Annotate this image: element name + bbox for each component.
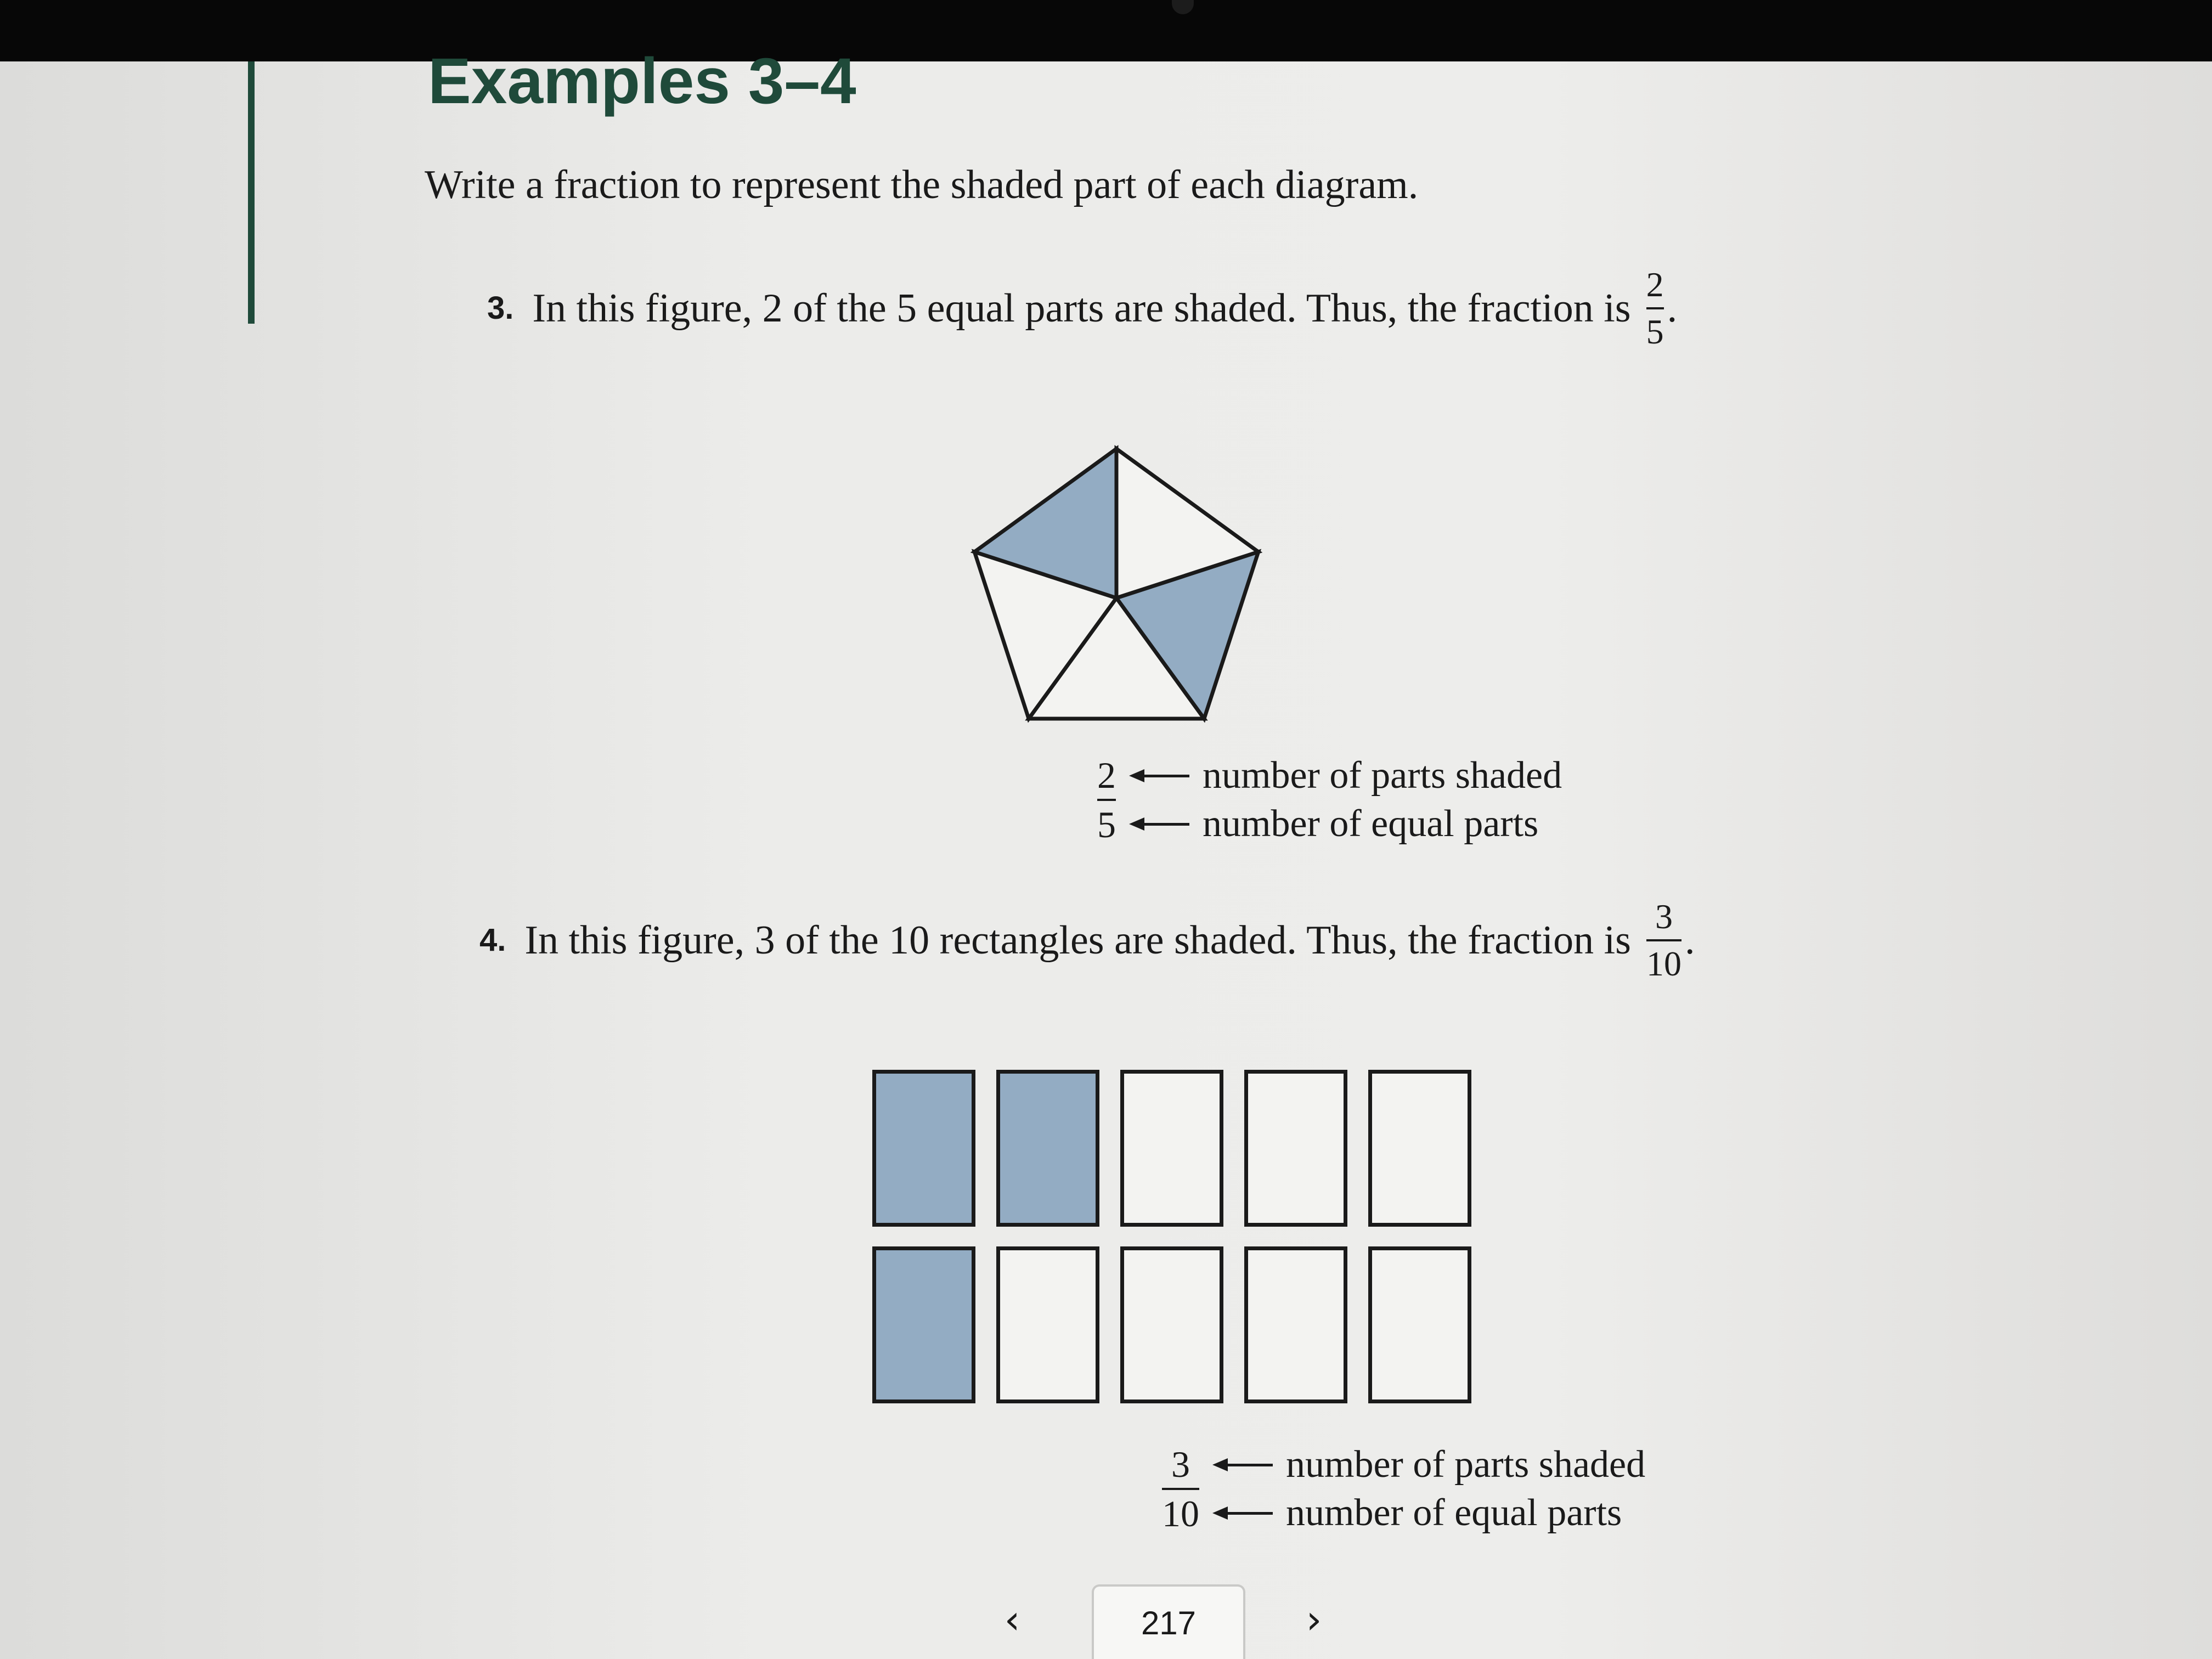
example-3-number: 3. — [487, 290, 514, 326]
example-3-annotation — [1097, 752, 1562, 848]
fraction-numerator: 3 — [1655, 897, 1673, 936]
fraction-bar — [1646, 307, 1664, 309]
annotation-numerator: 2 — [1097, 754, 1116, 796]
denominator-label: number of equal parts — [1203, 803, 1539, 845]
example-3-fraction — [1646, 266, 1664, 351]
example-4-statement — [479, 898, 1695, 983]
section-heading: Examples 3–4 — [428, 45, 856, 117]
grid-rectangle-shaded — [872, 1246, 975, 1403]
numerator-label: number of parts shaded — [1203, 754, 1562, 797]
arrow-left-icon — [1212, 1458, 1273, 1471]
grid-rectangle — [996, 1246, 1099, 1403]
example-3-statement — [487, 266, 1677, 351]
page-navigation — [993, 1580, 1333, 1659]
page-number-box[interactable]: 217 — [1092, 1584, 1245, 1659]
annotation-fraction — [1162, 1443, 1199, 1535]
grid-rectangle — [1120, 1070, 1223, 1227]
fraction-bar — [1162, 1488, 1199, 1490]
rectangle-grid-diagram — [872, 1070, 1481, 1415]
fraction-bar — [1646, 939, 1681, 941]
numerator-label: number of parts shaded — [1286, 1443, 1646, 1486]
grid-rectangle-shaded — [996, 1070, 1099, 1227]
instruction-text: Write a fraction to represent the shaded part of each diagram. — [425, 162, 1419, 207]
section-accent-bar — [248, 61, 255, 324]
annotation-denominator: 10 — [1162, 1493, 1199, 1534]
grid-rectangle — [1244, 1246, 1347, 1403]
arrow-left-icon — [1129, 817, 1189, 831]
fraction-bar — [1097, 799, 1116, 801]
arrow-left-icon — [1129, 769, 1189, 782]
fraction-numerator: 2 — [1646, 265, 1664, 304]
example-4-period: . — [1684, 918, 1695, 963]
pentagon-diagram — [955, 433, 1278, 741]
example-3-text: In this figure, 2 of the 5 equal parts are shaded. Thus, the fraction is — [532, 286, 1631, 331]
annotation-denominator: 5 — [1097, 804, 1116, 845]
grid-rectangle — [1368, 1070, 1471, 1227]
example-4-annotation — [1162, 1441, 1645, 1537]
example-3-period: . — [1667, 286, 1678, 331]
annotation-numerator: 3 — [1171, 1443, 1190, 1485]
grid-rectangle — [1244, 1070, 1347, 1227]
grid-rectangle-shaded — [872, 1070, 975, 1227]
example-4-fraction — [1646, 898, 1681, 983]
chevron-left-icon[interactable]: ‹ — [1004, 1596, 1020, 1643]
example-4-number: 4. — [479, 922, 506, 958]
fraction-denominator: 10 — [1646, 944, 1681, 983]
example-4-text: In this figure, 3 of the 10 rectangles are shaded. Thus, the fraction is — [524, 918, 1631, 963]
arrow-left-icon — [1212, 1506, 1273, 1520]
fraction-denominator: 5 — [1646, 312, 1664, 351]
device-bezel — [0, 0, 2212, 61]
camera-notch — [1172, 0, 1194, 14]
denominator-label: number of equal parts — [1286, 1492, 1622, 1534]
chevron-right-icon[interactable]: › — [1306, 1596, 1322, 1643]
grid-rectangle — [1120, 1246, 1223, 1403]
grid-rectangle — [1368, 1246, 1471, 1403]
annotation-fraction — [1097, 754, 1116, 846]
